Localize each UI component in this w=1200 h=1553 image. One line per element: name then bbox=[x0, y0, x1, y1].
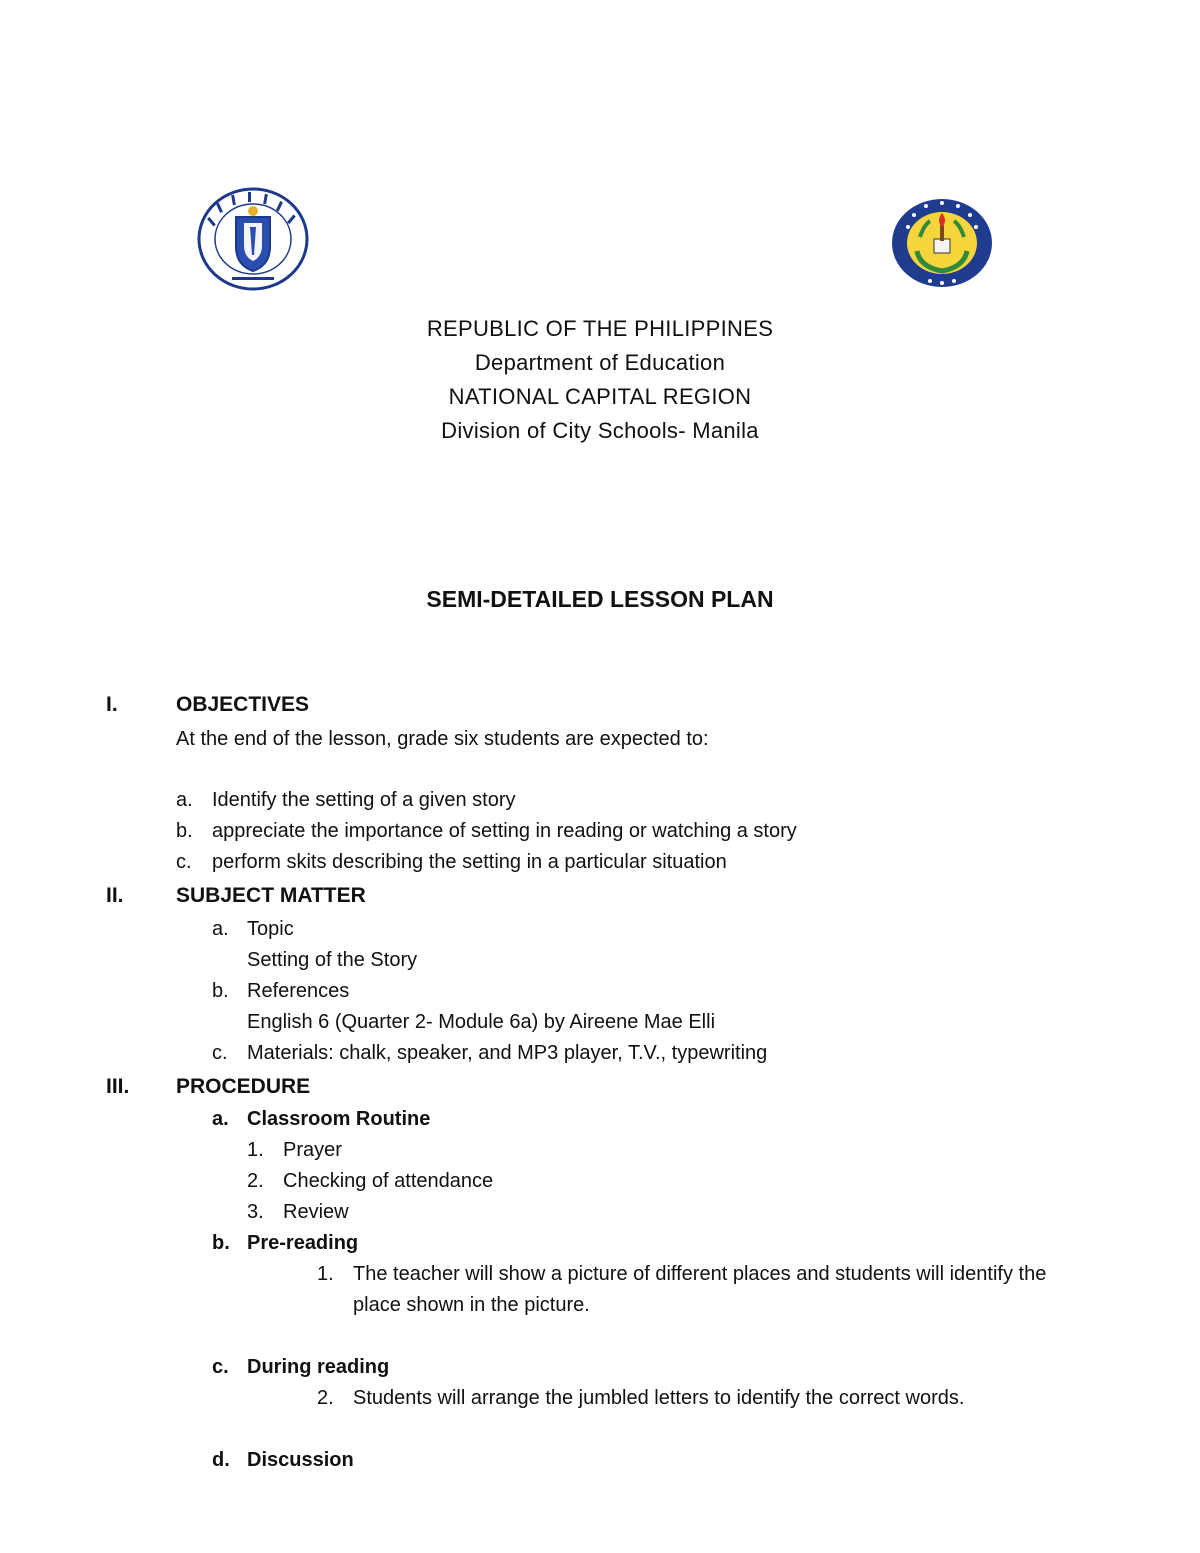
subject-label-topic: Topic bbox=[247, 918, 294, 940]
procedure-label-during-reading: During reading bbox=[247, 1356, 390, 1378]
objectives-intro: At the end of the lesson, grade six students are expected to: bbox=[176, 728, 709, 750]
routine-step-marker: 2. bbox=[247, 1170, 264, 1192]
subject-marker-a: a. bbox=[212, 918, 229, 940]
objective-marker-c: c. bbox=[176, 851, 192, 873]
section-heading-subject-matter: SUBJECT MATTER bbox=[176, 884, 366, 907]
routine-step-review: Review bbox=[283, 1201, 349, 1223]
pre-reading-step-line2: place shown in the picture. bbox=[353, 1294, 590, 1316]
objective-marker-a: a. bbox=[176, 789, 193, 811]
header-division: Division of City Schools- Manila bbox=[441, 418, 759, 443]
subject-marker-b: b. bbox=[212, 980, 229, 1002]
routine-step-marker: 3. bbox=[247, 1201, 264, 1223]
document-header bbox=[0, 312, 1200, 448]
procedure-label-pre-reading: Pre-reading bbox=[247, 1232, 359, 1254]
pre-reading-step-line1: The teacher will show a picture of different places and students will identify the bbox=[353, 1263, 1047, 1285]
procedure-marker-d: d. bbox=[212, 1449, 230, 1471]
document-title: SEMI-DETAILED LESSON PLAN bbox=[426, 586, 774, 612]
during-reading-step-marker: 2. bbox=[317, 1387, 334, 1409]
section-numeral-procedure: III. bbox=[106, 1075, 130, 1098]
objective-item-c: perform skits describing the setting in a particular situation bbox=[212, 851, 727, 873]
subject-marker-c: c. bbox=[212, 1042, 228, 1064]
routine-step-marker: 1. bbox=[247, 1139, 264, 1161]
division-city-schools-manila-logo bbox=[890, 197, 994, 289]
section-numeral-subject-matter: II. bbox=[106, 884, 124, 907]
procedure-label-classroom-routine: Classroom Routine bbox=[247, 1108, 431, 1130]
objective-item-a: Identify the setting of a given story bbox=[212, 789, 516, 811]
procedure-label-discussion: Discussion bbox=[247, 1449, 354, 1471]
subject-detail-references: English 6 (Quarter 2- Module 6a) by Aireene Mae Elli bbox=[247, 1011, 716, 1033]
pre-reading-step-marker: 1. bbox=[317, 1263, 334, 1285]
section-heading-objectives: OBJECTIVES bbox=[176, 693, 310, 716]
deped-seal-logo bbox=[196, 187, 310, 291]
procedure-marker-b: b. bbox=[212, 1232, 230, 1254]
during-reading-step-text: Students will arrange the jumbled letters to identify the correct words. bbox=[353, 1387, 965, 1409]
procedure-marker-c: c. bbox=[212, 1356, 229, 1378]
subject-detail-topic: Setting of the Story bbox=[247, 949, 418, 971]
section-heading-procedure: PROCEDURE bbox=[176, 1075, 311, 1098]
routine-step-attendance: Checking of attendance bbox=[283, 1170, 494, 1192]
objective-marker-b: b. bbox=[176, 820, 193, 842]
header-region: NATIONAL CAPITAL REGION bbox=[448, 384, 752, 409]
header-republic: REPUBLIC OF THE PHILIPPINES bbox=[426, 316, 774, 341]
objective-item-b: appreciate the importance of setting in reading or watching a story bbox=[212, 820, 797, 842]
procedure-marker-a: a. bbox=[212, 1108, 229, 1130]
subject-label-materials: Materials: chalk, speaker, and MP3 player, T.V., typewriting bbox=[247, 1042, 768, 1064]
subject-label-references: References bbox=[247, 980, 350, 1002]
routine-step-prayer: Prayer bbox=[283, 1139, 342, 1161]
header-department: Department of Education bbox=[474, 350, 726, 375]
section-numeral-objectives: I. bbox=[106, 693, 118, 716]
